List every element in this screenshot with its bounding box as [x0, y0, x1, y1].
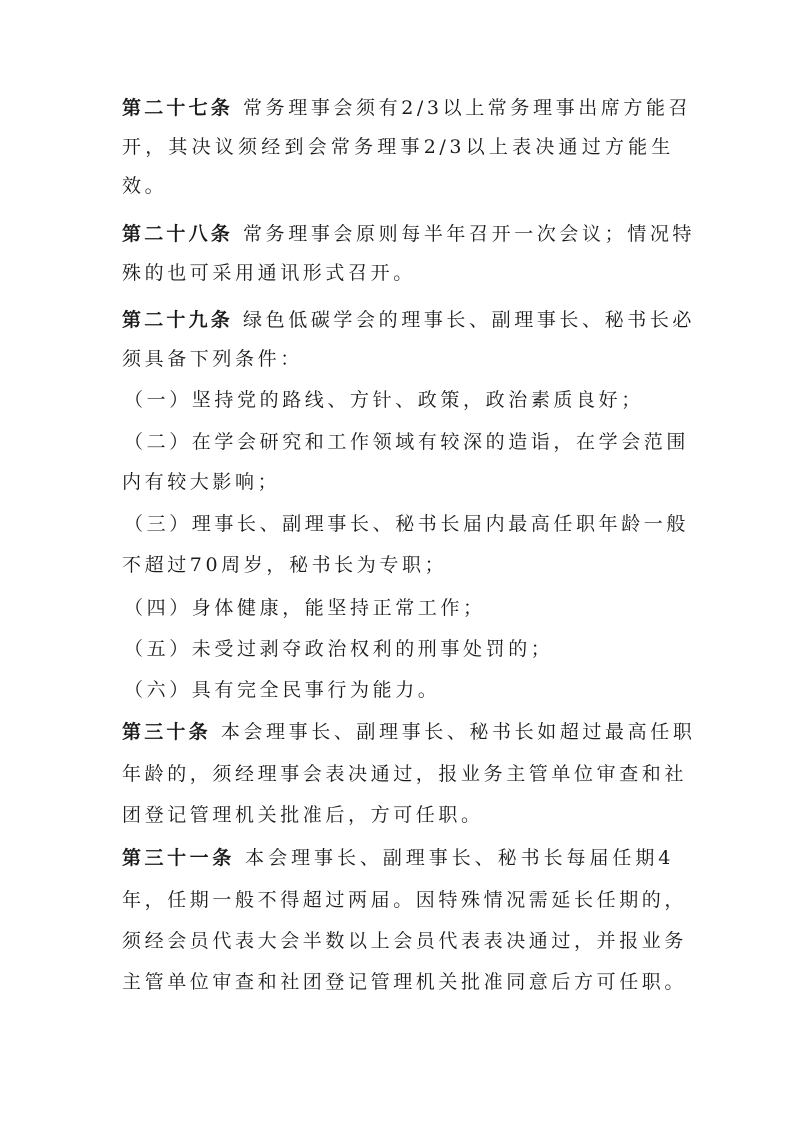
article-31-line-2: 年，任期一般不得超过两届。因特殊情况需延长任期的，: [122, 889, 688, 911]
article-30-line-3: 团登记管理机关批准后，方可任职。: [122, 804, 484, 826]
article-31-line-3: 须经会员代表大会半数以上会员代表表决通过，并报业务: [122, 930, 688, 952]
article-29-line-1: [122, 308, 696, 332]
condition-item-4: （四）身体健康，能坚持正常工作；: [124, 597, 486, 619]
condition-item-1: （一）坚持党的路线、方针、政策，政治素质良好；: [124, 389, 644, 411]
condition-item-3-line-1: （三）理事长、副理事长、秘书长届内最高任职年龄一般: [124, 513, 690, 535]
condition-item-6: （六）具有完全民事行为能力。: [124, 679, 441, 701]
condition-item-5: （五）未受过剥夺政治权利的刑事处罚的；: [124, 638, 554, 660]
condition-item-3-line-2: 不超过70周岁，秘书长为专职；: [122, 554, 448, 576]
article-30-line-2: 年龄的，须经理事会表决通过，报业务主管单位审查和社: [122, 763, 688, 785]
article-31-line-4: 主管单位审查和社团登记管理机关批准同意后方可任职。: [122, 971, 688, 993]
article-28-line-2: 殊的也可采用通讯形式召开。: [122, 262, 416, 284]
article-heading: 第二十七条: [122, 97, 234, 119]
article-heading: 第三十一条: [122, 847, 235, 869]
article-text: 绿色低碳学会的理事长、副理事长、秘书长必: [243, 309, 696, 331]
article-28-line-1: [122, 222, 696, 246]
article-29-line-2: 须具备下列条件：: [122, 348, 303, 370]
article-heading: 第二十八条: [122, 223, 234, 245]
article-30-line-1: [122, 720, 696, 744]
article-text: 常务理事会原则每半年召开一次会议；情况特: [243, 223, 696, 245]
article-text: 本会理事长、副理事长、秘书长每届任期4: [244, 847, 674, 869]
article-text: 本会理事长、副理事长、秘书长如超过最高任职: [220, 721, 696, 743]
article-text: 常务理事会须有2/3以上常务理事出席方能召: [243, 97, 692, 119]
article-heading: 第二十九条: [122, 309, 234, 331]
article-heading: 第三十条: [122, 721, 211, 743]
article-27-line-1: [122, 96, 692, 120]
article-27-line-3: 效。: [122, 175, 168, 197]
condition-item-2-line-2: 内有较大影响；: [122, 471, 281, 493]
article-31-line-1: [122, 846, 674, 870]
condition-item-2-line-1: （二）在学会研究和工作领域有较深的造诣，在学会范围: [124, 431, 690, 453]
article-27-line-2: 开，其决议须经到会常务理事2/3以上表决通过方能生: [122, 136, 674, 158]
